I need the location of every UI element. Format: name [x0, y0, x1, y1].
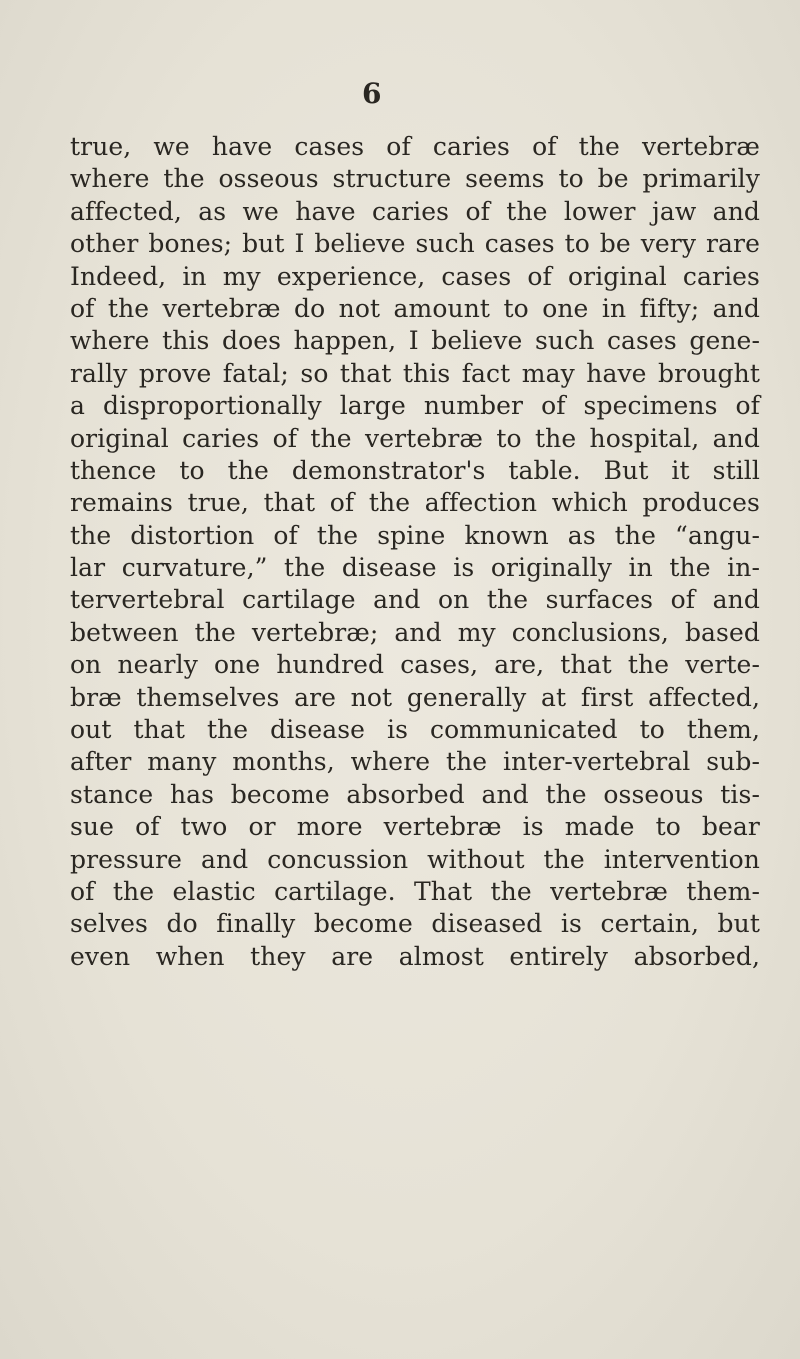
- body-text: [70, 131, 760, 973]
- text-line: on nearly one hundred cases, are, that the verte-: [70, 650, 760, 680]
- page-number: 6: [362, 77, 382, 110]
- text-line: bræ themselves are not generally at first affected,: [70, 682, 760, 712]
- text-line: even when they are almost entirely absorbed,: [70, 941, 760, 971]
- text-line: of the vertebræ do not amount to one in fifty; and: [70, 293, 760, 323]
- text-line: original caries of the vertebræ to the hospital, and: [70, 423, 760, 453]
- text-line: true, we have cases of caries of the vertebræ: [70, 132, 760, 161]
- text-line: after many months, where the inter-vertebral sub-: [70, 747, 760, 777]
- text-line: out that the disease is communicated to them,: [70, 715, 760, 745]
- text-line: rally prove fatal; so that this fact may have brought: [70, 358, 760, 388]
- text-line: where the osseous structure seems to be primarily: [70, 164, 760, 194]
- text-line: a disproportionally large number of specimens of: [70, 391, 760, 421]
- text-line: remains true, that of the affection which produces: [70, 488, 760, 518]
- text-line: affected, as we have caries of the lower jaw and: [70, 196, 760, 226]
- text-line: between the vertebræ; and my conclusions, based: [70, 617, 760, 647]
- text-line: the distortion of the spine known as the “angu-: [70, 520, 760, 550]
- text-line: where this does happen, I believe such cases gene-: [70, 326, 760, 356]
- text-line: tervertebral cartilage and on the surfaces of and: [70, 585, 760, 615]
- text-line: thence to the demonstrator's table. But it still: [70, 455, 760, 485]
- text-line: stance has become absorbed and the osseous tis-: [70, 779, 760, 809]
- text-line: selves do finally become diseased is certain, but: [70, 909, 760, 939]
- text-line: other bones; but I believe such cases to be very rare: [70, 229, 760, 259]
- text-line: sue of two or more vertebræ is made to bear: [70, 812, 760, 842]
- text-line: lar curvature,” the disease is originally in the in-: [70, 553, 760, 583]
- text-line: Indeed, in my experience, cases of original caries: [70, 261, 760, 291]
- text-line: pressure and concussion without the intervention: [70, 844, 760, 874]
- text-line: of the elastic cartilage. That the vertebræ them-: [70, 876, 760, 906]
